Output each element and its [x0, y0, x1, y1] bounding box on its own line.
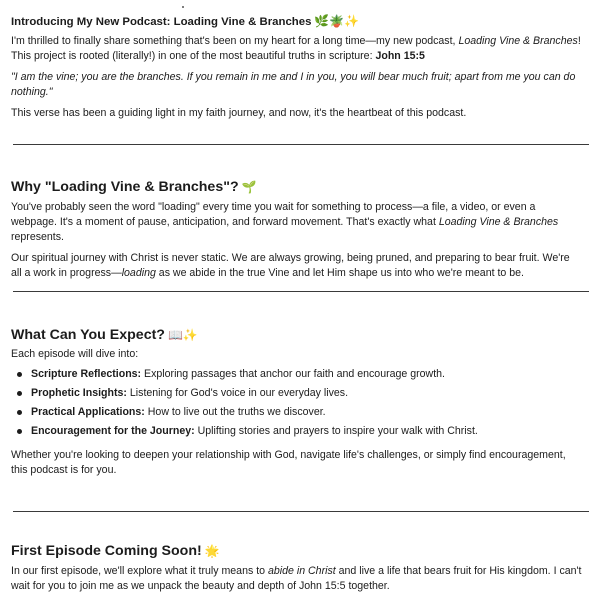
- loading-paragraph: You've probably seen the word "loading" every time you wait for something to process—a file, a video, or even a webpage. It's a moment of pause, anticipation, and forward movement. That's exactly what Loading Vine & Branches represents.: [11, 201, 559, 244]
- list-item: Scripture Reflections: Exploring passages that anchor our faith and encourage growth.: [11, 365, 583, 384]
- section-why: [11, 178, 583, 281]
- guiding-light-paragraph: This verse has been a guiding light in my faith journey, and now, it's the heartbeat of this podcast.: [11, 107, 467, 120]
- list-item: Prophetic Insights: Listening for God's voice in our everyday lives.: [11, 384, 583, 403]
- list-item: Practical Applications: How to live out the truths we discover.: [11, 403, 583, 422]
- scripture-quote: "I am the vine; you are the branches. If you remain in me and I in you, you will bear much fruit; apart from me you can do nothing.": [11, 71, 576, 99]
- book-sparkle-icon: 📖✨: [167, 328, 198, 342]
- expect-closing: Whether you're looking to deepen your relationship with God, navigate life's challenges, or simply find encouragement, this podcast is for you.: [11, 449, 566, 477]
- section-first-episode: [11, 542, 583, 594]
- episode-topics-list: [11, 365, 583, 441]
- divider: [13, 144, 589, 145]
- section-introducing: [11, 13, 583, 121]
- seedling-icon: 🌱: [241, 180, 257, 194]
- section-expect: [11, 326, 583, 478]
- star-icon: 🌟: [204, 544, 220, 558]
- divider: [13, 291, 589, 292]
- divider: [13, 511, 589, 512]
- journey-paragraph: Our spiritual journey with Christ is never static. We are always growing, being pruned, and preparing to bear fruit. We're all a work in progress—loading as we abide in the true Vine and let Him shape us into who we're meant to be.: [11, 252, 570, 280]
- first-episode-paragraph: In our first episode, we'll explore what it truly means to abide in Christ and live a life that bears fruit for His kingdom. I can't wait for you to join me as we unpack the beauty and depth of John 15:5 together.: [11, 565, 582, 593]
- plant-sparkle-icon: 🌿🪴✨: [314, 14, 360, 28]
- section-title: Why "Loading Vine & Branches"? 🌱: [11, 179, 257, 195]
- section-title: Introducing My New Podcast: Loading Vine & Branches 🌿🪴✨: [11, 14, 360, 28]
- expect-intro: Each episode will dive into:: [11, 348, 139, 360]
- section-title: What Can You Expect? 📖✨: [11, 327, 198, 343]
- scan-speck: [182, 6, 184, 8]
- list-item: Encouragement for the Journey: Uplifting stories and prayers to inspire your walk with Christ.: [11, 422, 583, 441]
- intro-paragraph: I'm thrilled to finally share something that's been on my heart for a long time—my new podcast, Loading Vine & Branches! This project is rooted (literally!) in one of the most beautiful truths in scripture: John 15:5: [11, 35, 581, 63]
- section-title: First Episode Coming Soon! 🌟: [11, 543, 220, 559]
